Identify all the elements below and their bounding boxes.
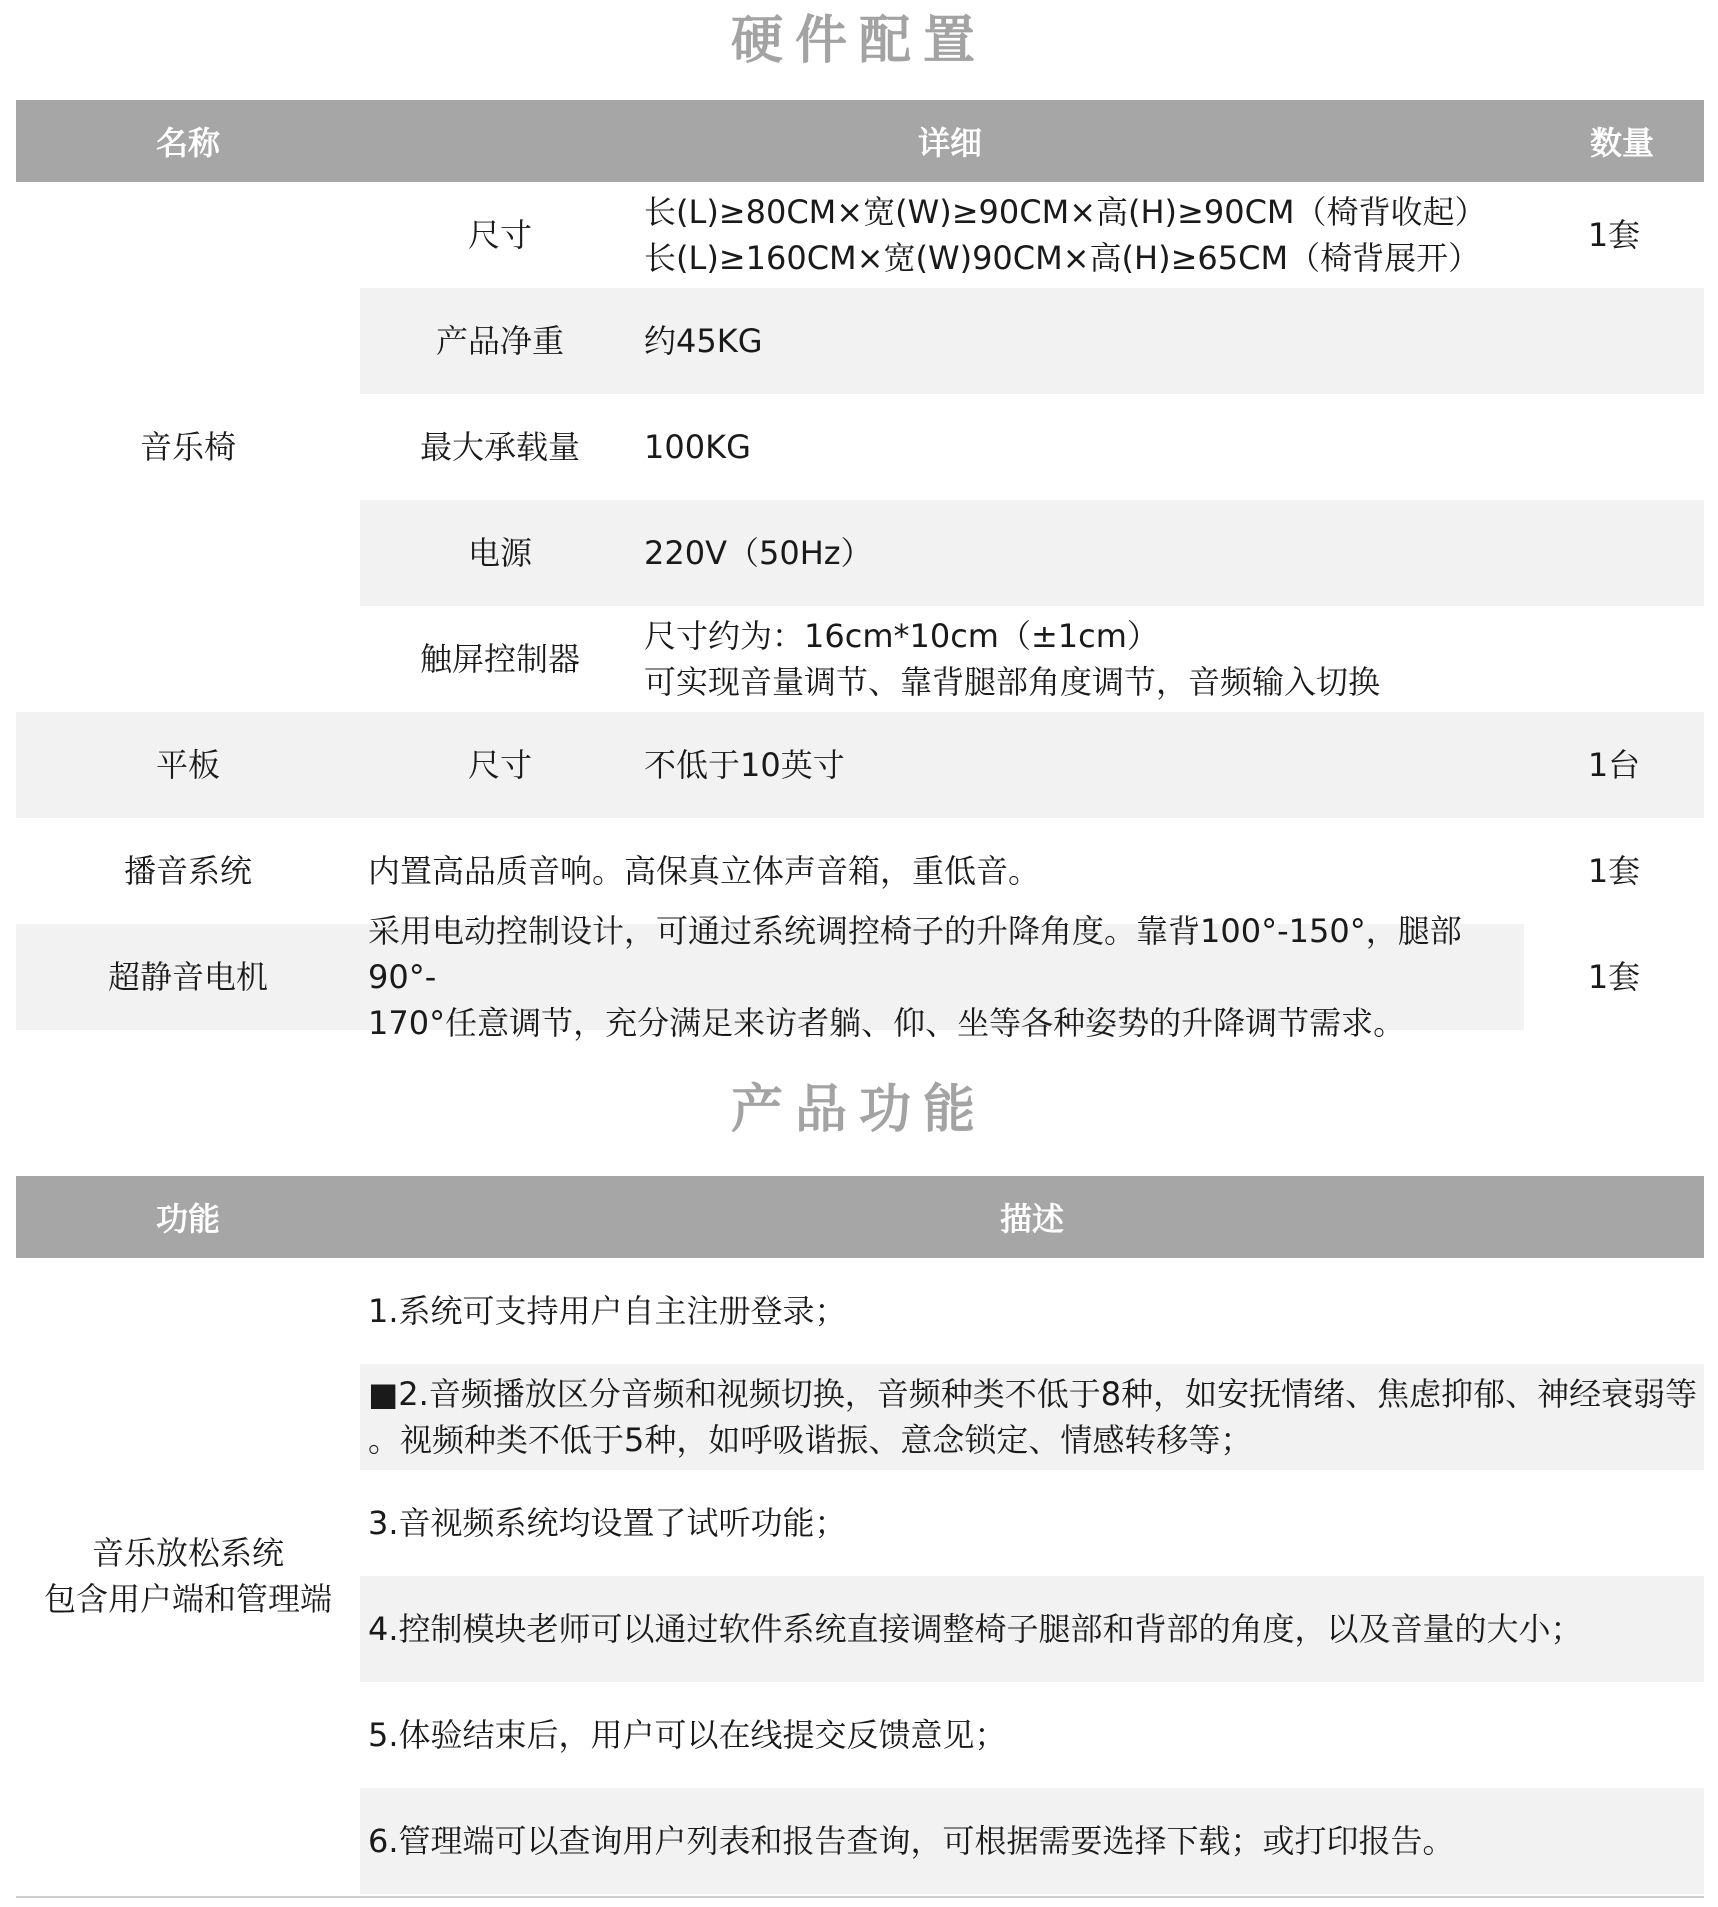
header-qty: 数量 xyxy=(1589,124,1654,162)
tablet-size-label: 尺寸 xyxy=(467,746,532,784)
hardware-table-header xyxy=(16,100,1704,182)
detail-line: 170°任意调节，充分满足来访者躺、仰、坐等各种姿势的升降调节需求。 xyxy=(368,1004,1406,1042)
chair-weight-label: 产品净重 xyxy=(435,322,564,360)
header-feature: 功能 xyxy=(155,1200,220,1238)
chair-weight-detail: 约45KG xyxy=(644,322,763,360)
motor-name: 超静音电机 xyxy=(107,958,268,996)
table-bottom-rule xyxy=(16,1896,1704,1898)
chair-power-label: 电源 xyxy=(467,534,532,572)
system-name xyxy=(16,1258,360,1894)
system-name-line: 音乐放松系统 xyxy=(91,1534,284,1572)
detail-line: 尺寸约为：16cm*10cm（±1cm） xyxy=(644,617,1159,655)
motor-qty: 1套 xyxy=(1587,958,1641,996)
functions-table-header xyxy=(16,1176,1704,1258)
chair-load-detail: 100KG xyxy=(644,428,751,466)
chair-qty: 1套 xyxy=(1587,216,1641,254)
header-name: 名称 xyxy=(155,124,220,162)
detail-line: 采用电动控制设计，可通过系统调控椅子的升降角度。靠背100°-150°，腿部90°- xyxy=(368,912,1462,996)
tablet-qty: 1台 xyxy=(1587,746,1641,784)
chair-load-label: 最大承载量 xyxy=(419,428,580,466)
header-detail: 详细 xyxy=(917,124,982,162)
function-item: 3.音视频系统均设置了试听功能； xyxy=(368,1504,847,1542)
function-item: 5.体验结束后，用户可以在线提交反馈意见； xyxy=(368,1716,1007,1754)
chair-power-detail: 220V（50Hz） xyxy=(644,534,873,572)
motor-detail xyxy=(368,912,1524,1042)
section-title-functions: 产品功能 xyxy=(730,1079,987,1140)
function-line: 。视频种类不低于5种，如呼吸谐振、意念锁定、情感转移等； xyxy=(368,1421,1253,1459)
chair-size-label: 尺寸 xyxy=(467,216,532,254)
detail-line: 长(L)≥80CM×宽(W)≥90CM×高(H)≥90CM（椅背收起） xyxy=(644,193,1487,231)
section-title-hardware: 硬件配置 xyxy=(730,10,987,71)
detail-line: 可实现音量调节、靠背腿部角度调节，音频输入切换 xyxy=(644,663,1381,701)
function-item: 4.控制模块老师可以通过软件系统直接调整椅子腿部和背部的角度，以及音量的大小； xyxy=(368,1610,1583,1648)
chair-controller-detail xyxy=(644,606,1524,712)
system-name-line: 包含用户端和管理端 xyxy=(43,1580,332,1618)
audio-detail: 内置高品质音响。高保真立体声音箱，重低音。 xyxy=(368,852,1041,890)
function-item: 1.系统可支持用户自主注册登录； xyxy=(368,1292,847,1330)
function-line: ■2.音频播放区分音频和视频切换，音频种类不低于8种，如安抚情绪、焦虑抑郁、神经衰弱等 xyxy=(368,1375,1698,1413)
header-desc: 描述 xyxy=(999,1200,1064,1238)
chair-controller-label: 触屏控制器 xyxy=(419,640,580,678)
tablet-size-detail: 不低于10英寸 xyxy=(644,746,845,784)
function-item: 6.管理端可以查询用户列表和报告查询，可根据需要选择下载；或打印报告。 xyxy=(368,1822,1455,1860)
tablet-name: 平板 xyxy=(155,746,220,784)
chair-name: 音乐椅 xyxy=(139,428,236,466)
chair-size-detail xyxy=(644,182,1524,288)
function-item xyxy=(368,1364,1704,1470)
audio-qty: 1套 xyxy=(1587,852,1641,890)
detail-line: 长(L)≥160CM×宽(W)90CM×高(H)≥65CM（椅背展开） xyxy=(644,239,1481,277)
audio-name: 播音系统 xyxy=(123,852,252,890)
